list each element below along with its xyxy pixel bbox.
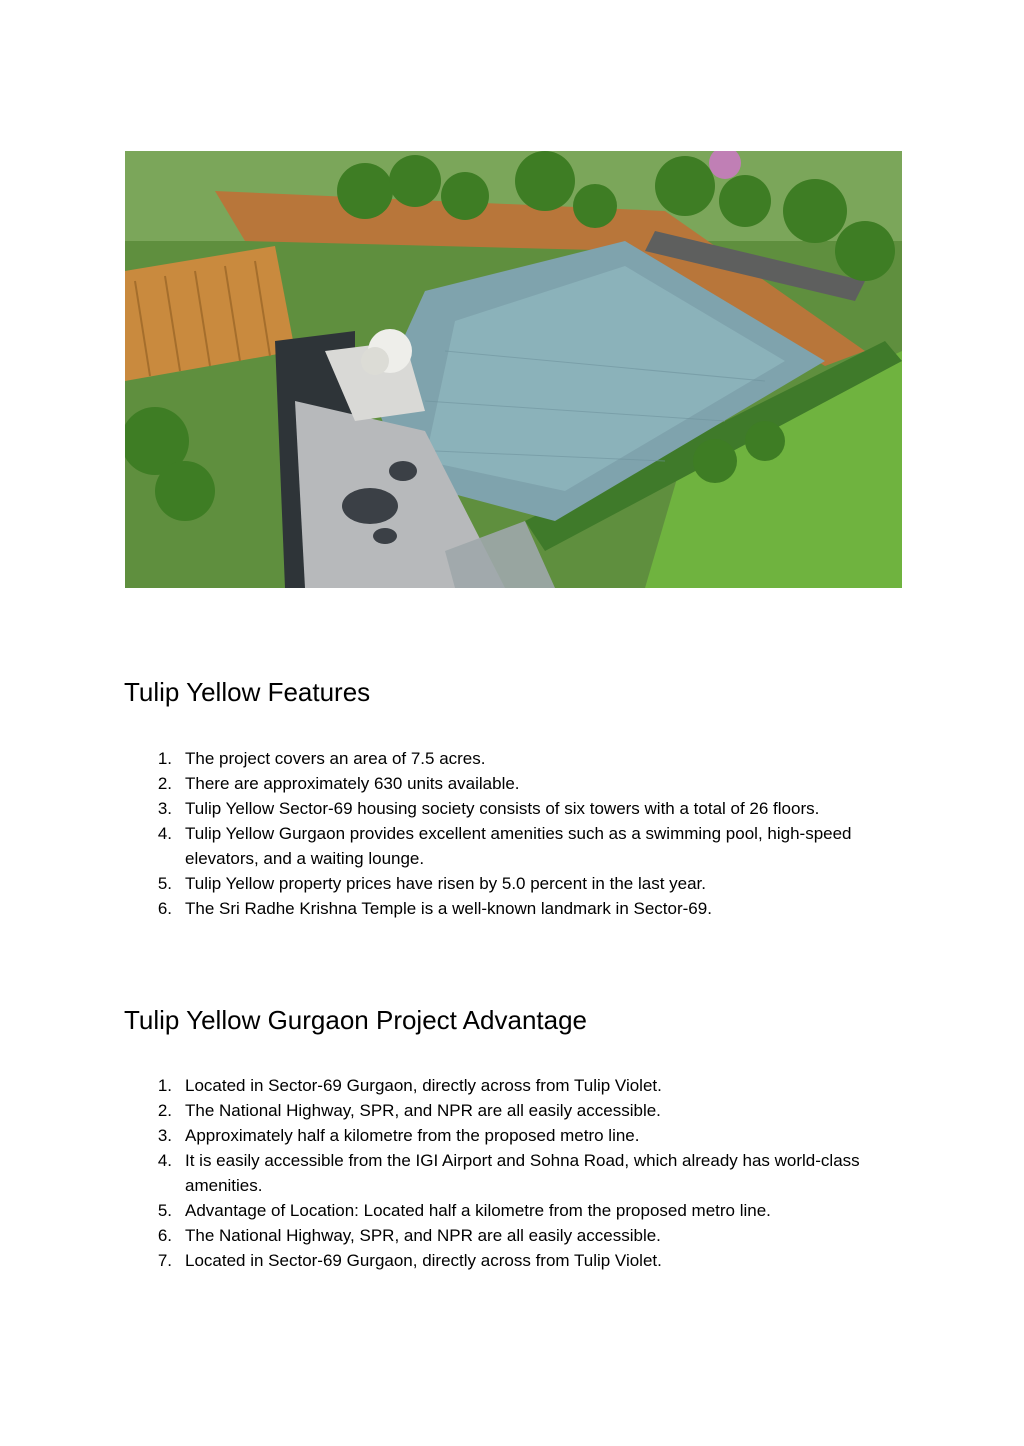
list-number: 3. xyxy=(157,1126,172,1145)
features-heading: Tulip Yellow Features xyxy=(124,677,371,707)
list-item-text: Located in Sector-69 Gurgaon, directly across from Tulip Violet. xyxy=(185,1251,662,1270)
list-item xyxy=(150,1123,910,1148)
list-number: 5. xyxy=(157,874,172,893)
list-item xyxy=(150,796,910,821)
list-item-text: The National Highway, SPR, and NPR are all easily accessible. xyxy=(185,1226,661,1245)
list-item xyxy=(150,821,910,871)
list-item xyxy=(150,1148,910,1198)
list-item xyxy=(150,771,910,796)
list-number: 2. xyxy=(157,774,172,793)
list-number: 7. xyxy=(157,1251,172,1270)
list-number: 1. xyxy=(157,1076,172,1095)
list-item-text: The National Highway, SPR, and NPR are all easily accessible. xyxy=(185,1101,661,1120)
advantage-heading: Tulip Yellow Gurgaon Project Advantage xyxy=(124,1005,588,1035)
list-item-text: The project covers an area of 7.5 acres. xyxy=(185,749,486,768)
list-item-text: It is easily accessible from the IGI Airport and Sohna Road, which already has world-class amenities. xyxy=(185,1151,860,1195)
list-item-text: Tulip Yellow Sector-69 housing society consists of six towers with a total of 26 floors. xyxy=(185,799,820,818)
list-number: 3. xyxy=(157,799,172,818)
list-number: 4. xyxy=(157,1151,172,1170)
advantage-list xyxy=(150,1073,910,1273)
list-item xyxy=(150,1248,910,1273)
list-item-text: There are approximately 630 units available. xyxy=(185,774,520,793)
list-item-text: Tulip Yellow Gurgaon provides excellent amenities such as a swimming pool, high-speed elevators, and a waiting lounge. xyxy=(185,824,852,868)
list-number: 4. xyxy=(157,824,172,843)
list-item-text: Located in Sector-69 Gurgaon, directly across from Tulip Violet. xyxy=(185,1076,662,1095)
list-number: 5. xyxy=(157,1201,172,1220)
list-number: 6. xyxy=(157,899,172,918)
list-number: 6. xyxy=(157,1226,172,1245)
hero-image xyxy=(125,151,902,588)
list-item-text: Advantage of Location: Located half a kilometre from the proposed metro line. xyxy=(185,1201,771,1220)
list-number: 2. xyxy=(157,1101,172,1120)
list-item xyxy=(150,1198,910,1223)
pool-rendering-illustration xyxy=(125,151,902,588)
list-item xyxy=(150,1073,910,1098)
list-number: 1. xyxy=(157,749,172,768)
list-item xyxy=(150,896,910,921)
list-item xyxy=(150,1223,910,1248)
list-item-text: The Sri Radhe Krishna Temple is a well-known landmark in Sector-69. xyxy=(185,899,712,918)
list-item xyxy=(150,1098,910,1123)
list-item xyxy=(150,746,910,771)
list-item-text: Approximately half a kilometre from the proposed metro line. xyxy=(185,1126,640,1145)
list-item xyxy=(150,871,910,896)
list-item-text: Tulip Yellow property prices have risen by 5.0 percent in the last year. xyxy=(185,874,706,893)
features-list xyxy=(150,746,910,921)
